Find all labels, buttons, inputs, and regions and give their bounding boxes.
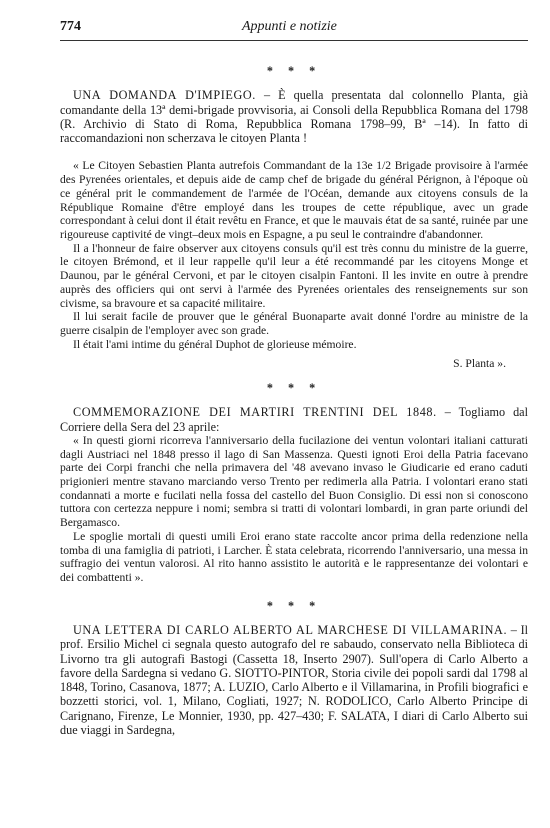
section-title: COMMEMORAZIONE DEI MARTIRI TRENTINI DEL 1848. xyxy=(73,405,437,420)
section-title: UNA LETTERA DI CARLO ALBERTO AL MARCHESE DI VILLAMARINA. xyxy=(73,622,508,637)
section-intro-text: – Togliamo dal Corriere della Sera del 23 aprile: xyxy=(60,405,528,434)
section-text: – Il prof. Ersilio Michel ci segnala questo autografo del re sabaudo, conservato nella Biblioteca di Livorno tra gli autografi Bastogi (Cassetta 18, Inserto 2907). Sull'opera di Carlo Alberto a favore della Sardegna si vedano G. SIOTTO-PINTOR, Storia civile dei popoli sardi dal 1798 al 1848, Torino, Casanova, 1877; A. LUZIO, Carlo Alberto e il Villamarina, in Profili biografici e bozzetti storici, vol. 1, Milano, Cogliati, 1927; N. RODOLICO, Carlo Alberto Principe di Carignano, Firenze, Le Monnier, 1930, pp. 427–430; F. SALATA, I diari di Carlo Alberto sui due viaggi in Sardegna, xyxy=(60,622,529,738)
section-martiri-trentini xyxy=(60,405,528,584)
quoted-article xyxy=(60,434,528,585)
quote-paragraph: « Le Citoyen Sebastien Planta autrefois Commandant de la 13e 1/2 Brigade provisoire à l'armée des Pyrenées orientales, et depuis aide de camp chef de brigade du général Pérignon, à l'époque où ce général prit le commandement de l'armée de l'Océan, demande aux citoyens consuls de la République Romaine d'être employé dans les troupes de cette république, avec un grade correspondant à celui dont il était revêtu en France, et que le mauvais état de sa santé, ruinée par une rigoureuse captivité de vingt–deux mois en Espagne, a pu seul le contraindre d'abandonner. xyxy=(60,159,528,241)
section-body xyxy=(60,623,528,737)
section-title: UNA DOMANDA D'IMPIEGO. xyxy=(73,88,256,103)
section-separator: * * * xyxy=(266,64,322,78)
section-separator: * * * xyxy=(266,598,322,613)
section-intro xyxy=(60,88,528,145)
section-intro-text: – È quella presentata dal colonnello Planta, già comandante della 13ª demi-brigade provvisoria, ai Consoli della Repubblica Romana del 1798 (R. Archivio di Stato di Roma, Repubblica Romana 1798–99, Bª –14). In fatto di raccomandazioni non scherzava le citoyen Planta ! xyxy=(60,88,529,146)
section-separator: * * * xyxy=(266,381,322,396)
quote-paragraph: « In questi giorni ricorreva l'anniversario della fucilazione dei ventun volontari italiani catturati dagli Austriaci nel 1848 presso il lago di San Massenza. Questi ignoti Eroi della Patria facevano parte dei Corpi franchi che nella primavera del '48 avevano invaso le Giudicarie ed erano caduti prigionieri mentre stavano marciando verso Trento per redimerla alla Patria. I volontari erano stati condannati a morte e fucilati nella fossa del castello del Buon Consiglio. Di essi non si conoscono tuttora con certezza neppure i nomi; sembra si tratti di volontari lombardi, in gran parte oriundi del Bergamasco. xyxy=(60,433,528,530)
quote-paragraph: Il a l'honneur de faire observer aux citoyens consuls qu'il est très connu du ministre de la guerre, le citoyen Brémond, et il leur rappelle qu'il leur a été recommandé par les citoyens Monge et Daunou, par le général Cervoni, et par le citoyen cisalpin Fantoni. Il les invite en outre à prendre auprès des officiers qui ont servi à l'armée des Pyrenées orientales des renseignements sur son civisme, sa bravoure et sa capacité militaire. xyxy=(60,241,528,310)
quote-paragraph: Il était l'ami intime du général Duphot de glorieuse mémoire. xyxy=(73,337,357,351)
quoted-letter xyxy=(60,159,528,371)
quote-paragraph: Il lui serait facile de prouver que le général Buonaparte avait donné l'ordre au ministre de la guerre cisalpin de l'employer avec son grade. xyxy=(60,310,528,337)
section-intro xyxy=(60,405,528,434)
header-rule xyxy=(60,40,528,41)
quote-paragraph: Le spoglie mortali di questi umili Eroi erano state raccolte ancor prima della redenzione nella tomba di una famiglia di patrioti, i Larcher. È stata celebrata, ricorrendo l'anniversario, una messa in suffragio dei ventun valorosi. Al rito hanno assistito le autorità e le rappresentanze dei volontari e dei combattenti ». xyxy=(60,529,528,584)
section-domanda-impiego xyxy=(60,88,528,371)
page-number: 774 xyxy=(60,19,81,34)
running-title: Appunti e notizie xyxy=(242,19,337,34)
signature: S. Planta ». xyxy=(453,357,506,371)
section-lettera-carlo-alberto xyxy=(60,623,528,737)
page-body xyxy=(60,64,528,737)
